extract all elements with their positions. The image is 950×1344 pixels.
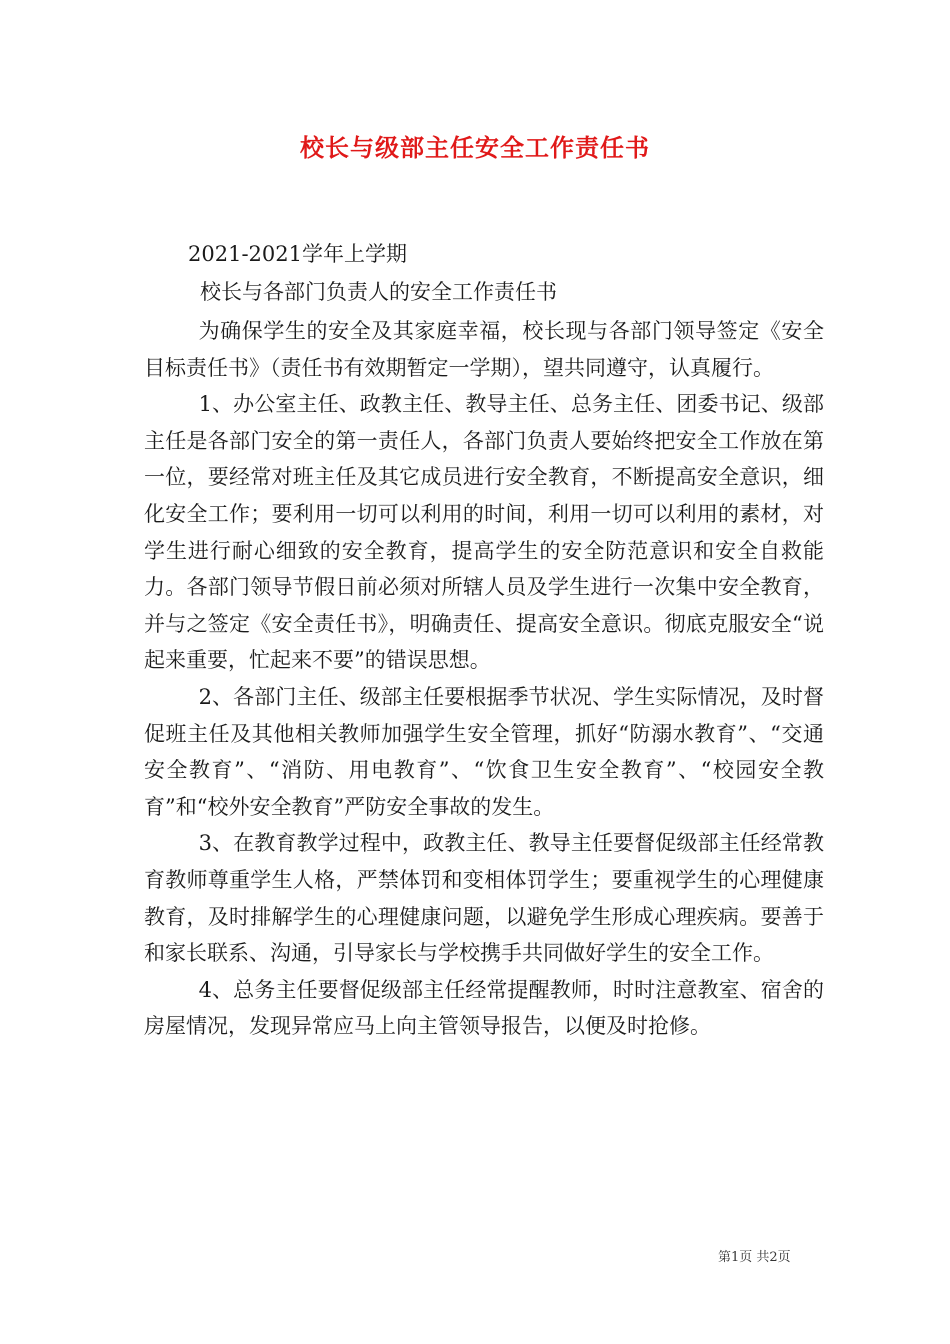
paragraph-item-4: 4、总务主任要督促级部主任经常提醒教师，时时注意教室、宿舍的房屋情况，发现异常应马上向主管领导报告，以便及时抢修。 [144,977,824,1039]
paragraph-item-1: 1、办公室主任、政教主任、教导主任、总务主任、团委书记、级部主任是各部门安全的第一责任人，各部门负责人要始终把安全工作放在第一位，要经常对班主任及其它成员进行安全教育，不断提高安全意识，细化安全工作；要利用一切可以利用的时间，利用一切可以利用的素材，对学生进行耐心细致的安全教育，提高学生的安全防范意识和安全自救能力。各部门领导节假日前必须对所辖人员及学生进行一次集中安全教育，并与之签定《安全责任书》，明确责任、提高安全意识。彻底克服安全“说起来重要，忙起来不要”的错误思想。 [144,392,824,673]
paragraph-intro: 为确保学生的安全及其家庭幸福，校长现与各部门领导签定《安全目标责任书》（责任书有效期暂定一学期），望共同遵守，认真履行。 [144,319,824,380]
paragraph-item-3: 3、在教育教学过程中，政教主任、教导主任要督促级部主任经常教育教师尊重学生人格，严禁体罚和变相体罚学生；要重视学生的心理健康教育，及时排解学生的心理健康问题，以避免学生形成心理疾病。要善于和家长联系、沟通，引导家长与学校携手共同做好学生的安全工作。 [144,831,824,966]
paragraph-item-2: 2、各部门主任、级部主任要根据季节状况、学生实际情况，及时督促班主任及其他相关教师加强学生安全管理，抓好“防溺水教育”、“交通安全教育”、“消防、用电教育”、“饮食卫生安全教育”、“校园安全教育”和“校外安全教育”严防安全事故的发生。 [144,684,824,819]
document-title: 校长与级部主任安全工作责任书 [300,133,650,162]
term-line: 2021-2021学年上学期 [188,242,407,266]
body-text [144,313,824,1045]
subtitle-line: 校长与各部门负责人的安全工作责任书 [200,280,557,304]
page-number: 第1页 共2页 [718,1250,791,1265]
